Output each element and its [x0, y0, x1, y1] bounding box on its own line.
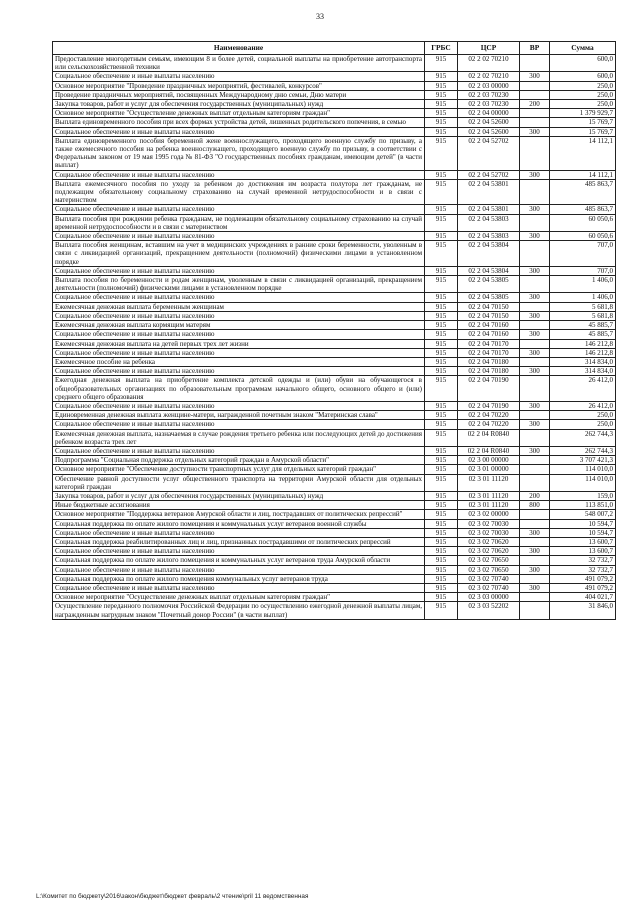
row-sum-cell: 45 885,7	[550, 330, 616, 339]
row-grbs-cell: 915	[425, 136, 458, 170]
row-grbs-cell: 915	[425, 127, 458, 136]
row-vr-cell: 300	[520, 401, 550, 410]
row-name-cell: Основное мероприятие "Поддержка ветеранов Амурской области и лиц, пострадавших от политических репрессий"	[53, 510, 425, 519]
row-csr-cell: 02 3 01 11120	[458, 491, 520, 500]
row-sum-cell: 159,0	[550, 491, 616, 500]
row-grbs-cell: 915	[425, 241, 458, 267]
table-row	[53, 339, 616, 348]
row-grbs-cell: 915	[425, 170, 458, 179]
row-vr-cell	[520, 556, 550, 565]
row-sum-cell: 26 412,0	[550, 401, 616, 410]
row-name-cell: Предоставление многодетным семьям, имеющим 8 и более детей, социальной выплаты на приобретение автотранспорта или сельскохозяйственной техники	[53, 55, 425, 72]
row-vr-cell: 300	[520, 127, 550, 136]
row-sum-cell: 13 600,7	[550, 537, 616, 546]
row-vr-cell: 300	[520, 565, 550, 574]
row-grbs-cell: 915	[425, 501, 458, 510]
row-grbs-cell: 915	[425, 311, 458, 320]
table-row	[53, 348, 616, 357]
row-name-cell: Подпрограмма "Социальная поддержка отдельных категорий граждан в Амурской области"	[53, 456, 425, 465]
row-csr-cell: 02 2 04 70150	[458, 311, 520, 320]
table-row	[53, 179, 616, 205]
row-csr-cell: 02 3 03 00000	[458, 593, 520, 602]
row-name-cell: Социальное обеспечение и иные выплаты населению	[53, 293, 425, 302]
row-name-cell: Ежемесячная денежная выплата на детей первых трех лет жизни	[53, 339, 425, 348]
row-vr-cell	[520, 214, 550, 231]
table-row	[53, 465, 616, 474]
row-csr-cell: 02 2 04 R0840	[458, 429, 520, 446]
table-row	[53, 205, 616, 214]
row-sum-cell: 146 212,8	[550, 339, 616, 348]
row-name-cell: Выплата пособия при рождении ребенка гражданам, не подлежащим обязательному социальному страхованию на случай временной нетрудоспособности и в связи с материнством	[53, 214, 425, 231]
table-row	[53, 474, 616, 491]
row-vr-cell: 200	[520, 491, 550, 500]
row-vr-cell	[520, 241, 550, 267]
row-name-cell: Основное мероприятие "Проведение праздничных мероприятий, фестивалей, конкурсов"	[53, 81, 425, 90]
row-csr-cell: 02 2 04 70160	[458, 330, 520, 339]
table-row	[53, 602, 616, 619]
row-name-cell: Основное мероприятие "Осуществление денежных выплат отдельным категориям граждан"	[53, 109, 425, 118]
row-name-cell: Социальное обеспечение и иные выплаты населению	[53, 565, 425, 574]
row-grbs-cell: 915	[425, 232, 458, 241]
row-sum-cell: 314 834,0	[550, 367, 616, 376]
row-csr-cell: 02 3 02 70030	[458, 528, 520, 537]
table-row	[53, 293, 616, 302]
row-sum-cell: 10 594,7	[550, 528, 616, 537]
row-sum-cell: 3 707 421,3	[550, 456, 616, 465]
row-sum-cell: 32 732,7	[550, 565, 616, 574]
row-grbs-cell: 915	[425, 456, 458, 465]
row-sum-cell: 485 863,7	[550, 179, 616, 205]
row-name-cell: Социальная поддержка реабилитированных лиц и лиц, признанных пострадавшими от политических репрессий	[53, 537, 425, 546]
table-row	[53, 81, 616, 90]
row-sum-cell: 60 050,6	[550, 214, 616, 231]
row-vr-cell	[520, 302, 550, 311]
row-vr-cell	[520, 510, 550, 519]
row-vr-cell	[520, 321, 550, 330]
row-grbs-cell: 915	[425, 565, 458, 574]
row-grbs-cell: 915	[425, 266, 458, 275]
row-sum-cell: 14 112,1	[550, 170, 616, 179]
table-row	[53, 100, 616, 109]
row-grbs-cell: 915	[425, 90, 458, 99]
row-sum-cell: 146 212,8	[550, 348, 616, 357]
row-sum-cell: 1 379 929,7	[550, 109, 616, 118]
row-vr-cell	[520, 456, 550, 465]
row-sum-cell: 5 681,8	[550, 311, 616, 320]
table-row	[53, 401, 616, 410]
row-name-cell: Социальное обеспечение и иные выплаты населению	[53, 528, 425, 537]
row-name-cell: Социальное обеспечение и иные выплаты населению	[53, 127, 425, 136]
row-grbs-cell: 915	[425, 348, 458, 357]
table-row	[53, 429, 616, 446]
row-grbs-cell: 915	[425, 583, 458, 592]
row-name-cell: Социальное обеспечение и иные выплаты населению	[53, 232, 425, 241]
table-row	[53, 109, 616, 118]
row-sum-cell: 32 732,7	[550, 556, 616, 565]
row-sum-cell: 262 744,3	[550, 429, 616, 446]
table-row	[53, 574, 616, 583]
table-header-row	[53, 42, 616, 55]
row-vr-cell: 300	[520, 547, 550, 556]
row-vr-cell	[520, 90, 550, 99]
row-csr-cell: 02 2 04 70180	[458, 357, 520, 366]
row-vr-cell	[520, 429, 550, 446]
row-vr-cell	[520, 574, 550, 583]
row-grbs-cell: 915	[425, 339, 458, 348]
row-name-cell: Закупка товаров, работ и услуг для обеспечения государственных (муниципальных) нужд	[53, 100, 425, 109]
row-csr-cell: 02 2 04 70160	[458, 321, 520, 330]
row-grbs-cell: 915	[425, 293, 458, 302]
row-name-cell: Выплата пособия женщинам, вставшим на учет в медицинских учреждениях в ранние сроки беременности, уволенным в связи с ликвидацией организаций, прекращением деятельности (полномочий) физическими лицами в установленном порядке	[53, 241, 425, 267]
row-csr-cell: 02 2 04 53803	[458, 232, 520, 241]
table-row	[53, 583, 616, 592]
row-sum-cell: 250,0	[550, 81, 616, 90]
row-vr-cell	[520, 537, 550, 546]
table-row	[53, 72, 616, 81]
row-grbs-cell: 915	[425, 55, 458, 72]
row-vr-cell	[520, 136, 550, 170]
row-grbs-cell: 915	[425, 446, 458, 455]
row-vr-cell: 300	[520, 293, 550, 302]
row-grbs-cell: 915	[425, 401, 458, 410]
row-vr-cell: 300	[520, 205, 550, 214]
row-sum-cell: 250,0	[550, 411, 616, 420]
row-grbs-cell: 915	[425, 214, 458, 231]
row-grbs-cell: 915	[425, 357, 458, 366]
row-grbs-cell: 915	[425, 100, 458, 109]
row-name-cell: Социальная поддержка по оплате жилого помещения коммунальных услуг ветеранов труда	[53, 574, 425, 583]
row-csr-cell: 02 2 04 52600	[458, 127, 520, 136]
row-vr-cell	[520, 109, 550, 118]
row-sum-cell: 31 846,0	[550, 602, 616, 619]
row-grbs-cell: 915	[425, 376, 458, 402]
row-name-cell: Основное мероприятие "Обеспечение доступности транспортных услуг для отдельных категорий граждан"	[53, 465, 425, 474]
row-vr-cell: 300	[520, 348, 550, 357]
row-name-cell: Иные бюджетные ассигнования	[53, 501, 425, 510]
row-csr-cell: 02 2 04 53805	[458, 276, 520, 293]
row-grbs-cell: 915	[425, 602, 458, 619]
row-csr-cell: 02 3 02 70030	[458, 519, 520, 528]
row-name-cell: Выплата единовременного пособия беременной жене военнослужащего, проходящего военную службу по призыву, а также ежемесячного пособия на ребенка военнослужащего, проходящего военную службу по призыву, в соответствии с Федеральным законом от 19 мая 1995 года № 81-ФЗ "О государственных пособиях гражданам, имеющим детей" (в части выплат)	[53, 136, 425, 170]
row-vr-cell: 300	[520, 367, 550, 376]
table-row	[53, 276, 616, 293]
row-grbs-cell: 915	[425, 109, 458, 118]
row-vr-cell	[520, 411, 550, 420]
row-sum-cell: 600,0	[550, 55, 616, 72]
row-sum-cell: 600,0	[550, 72, 616, 81]
row-sum-cell: 491 079,2	[550, 574, 616, 583]
row-csr-cell: 02 2 03 70230	[458, 90, 520, 99]
row-csr-cell: 02 2 04 70190	[458, 401, 520, 410]
row-vr-cell: 300	[520, 311, 550, 320]
row-grbs-cell: 915	[425, 547, 458, 556]
row-sum-cell: 548 007,2	[550, 510, 616, 519]
row-csr-cell: 02 2 04 53801	[458, 205, 520, 214]
row-sum-cell: 10 594,7	[550, 519, 616, 528]
row-sum-cell: 250,0	[550, 420, 616, 429]
row-sum-cell: 15 769,7	[550, 127, 616, 136]
table-row	[53, 241, 616, 267]
row-vr-cell	[520, 179, 550, 205]
row-grbs-cell: 915	[425, 556, 458, 565]
row-name-cell: Обеспечение равной доступности услуг общественного транспорта на территории Амурской области для отдельных категорий граждан	[53, 474, 425, 491]
row-csr-cell: 02 2 04 70190	[458, 376, 520, 402]
row-csr-cell: 02 3 02 00000	[458, 510, 520, 519]
header-name: Наименование	[53, 42, 425, 55]
row-csr-cell: 02 2 04 53805	[458, 293, 520, 302]
row-vr-cell: 300	[520, 266, 550, 275]
row-name-cell: Социальное обеспечение и иные выплаты населению	[53, 367, 425, 376]
footer-file-path: L:\Комитет по бюджету\2016\закон\бюджет\бюджет февраль\2 чтение\pril 11 ведомственная	[36, 893, 309, 900]
row-name-cell: Ежемесячная денежная выплата, назначаемая в случае рождения третьего ребенка или последующих детей до достижения ребенком возраста трех лет	[53, 429, 425, 446]
row-name-cell: Ежемесячное пособие на ребенка	[53, 357, 425, 366]
row-name-cell: Единовременная денежная выплата женщине-матери, награжденной почетным знаком "Материнская слава"	[53, 411, 425, 420]
row-csr-cell: 02 3 02 70650	[458, 556, 520, 565]
row-name-cell: Выплата пособия по беременности и родам женщинам, уволенным в связи с ликвидацией организаций, прекращением деятельности (полномочий) физическими лицами в установленном порядке	[53, 276, 425, 293]
row-grbs-cell: 915	[425, 81, 458, 90]
row-sum-cell: 491 079,2	[550, 583, 616, 592]
row-vr-cell: 300	[520, 420, 550, 429]
table-row	[53, 55, 616, 72]
row-csr-cell: 02 2 04 70170	[458, 339, 520, 348]
row-grbs-cell: 915	[425, 519, 458, 528]
header-grbs: ГРБС	[425, 42, 458, 55]
row-csr-cell: 02 3 01 11120	[458, 501, 520, 510]
header-sum: Сумма	[550, 42, 616, 55]
row-vr-cell	[520, 593, 550, 602]
table-row	[53, 302, 616, 311]
row-sum-cell: 14 112,1	[550, 136, 616, 170]
row-sum-cell: 485 863,7	[550, 205, 616, 214]
row-sum-cell: 262 744,3	[550, 446, 616, 455]
row-name-cell: Социальное обеспечение и иные выплаты населению	[53, 401, 425, 410]
row-vr-cell: 300	[520, 170, 550, 179]
row-grbs-cell: 915	[425, 411, 458, 420]
row-csr-cell: 02 3 03 52202	[458, 602, 520, 619]
row-csr-cell: 02 2 02 70210	[458, 72, 520, 81]
row-name-cell: Выплата ежемесячного пособия по уходу за ребенком до достижения им возраста полутора лет гражданам, не подлежащим обязательному социальному страхованию на случай временной нетрудоспособности и в связи с материнством	[53, 179, 425, 205]
row-sum-cell: 13 600,7	[550, 547, 616, 556]
row-vr-cell	[520, 357, 550, 366]
budget-table	[52, 41, 616, 620]
row-grbs-cell: 915	[425, 510, 458, 519]
row-csr-cell: 02 2 04 70170	[458, 348, 520, 357]
row-grbs-cell: 915	[425, 276, 458, 293]
header-vr: ВР	[520, 42, 550, 55]
table-row	[53, 357, 616, 366]
table-row	[53, 446, 616, 455]
row-csr-cell: 02 2 03 00000	[458, 81, 520, 90]
table-row	[53, 321, 616, 330]
row-grbs-cell: 915	[425, 465, 458, 474]
row-csr-cell: 02 2 04 53803	[458, 214, 520, 231]
row-vr-cell	[520, 276, 550, 293]
row-vr-cell	[520, 465, 550, 474]
row-csr-cell: 02 3 02 70650	[458, 565, 520, 574]
row-csr-cell: 02 3 00 00000	[458, 456, 520, 465]
table-row	[53, 556, 616, 565]
row-grbs-cell: 915	[425, 330, 458, 339]
row-sum-cell: 113 851,0	[550, 501, 616, 510]
row-sum-cell: 5 681,8	[550, 302, 616, 311]
row-grbs-cell: 915	[425, 429, 458, 446]
row-vr-cell: 300	[520, 446, 550, 455]
row-vr-cell	[520, 339, 550, 348]
row-sum-cell: 60 050,6	[550, 232, 616, 241]
row-name-cell: Осуществление переданного полномочия Российской Федерации по осуществлению ежегодной денежной выплаты лицам, награжденным нагрудным знаком "Почетный донор России" (в части выплат)	[53, 602, 425, 619]
row-vr-cell	[520, 118, 550, 127]
row-csr-cell: 02 2 04 53804	[458, 241, 520, 267]
row-vr-cell: 300	[520, 72, 550, 81]
row-name-cell: Социальное обеспечение и иные выплаты населению	[53, 420, 425, 429]
table-row	[53, 547, 616, 556]
table-row	[53, 330, 616, 339]
row-sum-cell: 114 010,0	[550, 465, 616, 474]
table-row	[53, 411, 616, 420]
row-name-cell: Социальное обеспечение и иные выплаты населению	[53, 547, 425, 556]
row-grbs-cell: 915	[425, 574, 458, 583]
table-row	[53, 214, 616, 231]
table-row	[53, 136, 616, 170]
row-csr-cell: 02 2 04 R0840	[458, 446, 520, 455]
row-csr-cell: 02 2 04 53804	[458, 266, 520, 275]
row-sum-cell: 404 021,7	[550, 593, 616, 602]
row-vr-cell	[520, 474, 550, 491]
row-name-cell: Проведение праздничных мероприятий, посвященных Международному дню семьи, Дню матери	[53, 90, 425, 99]
row-grbs-cell: 915	[425, 302, 458, 311]
row-vr-cell	[520, 55, 550, 72]
row-name-cell: Социальное обеспечение и иные выплаты населению	[53, 446, 425, 455]
table-row	[53, 311, 616, 320]
row-csr-cell: 02 2 02 70210	[458, 55, 520, 72]
row-grbs-cell: 915	[425, 72, 458, 81]
row-sum-cell: 26 412,0	[550, 376, 616, 402]
table-row	[53, 537, 616, 546]
row-sum-cell: 15 769,7	[550, 118, 616, 127]
table-row	[53, 90, 616, 99]
row-name-cell: Социальное обеспечение и иные выплаты населению	[53, 266, 425, 275]
row-grbs-cell: 915	[425, 179, 458, 205]
row-name-cell: Закупка товаров, работ и услуг для обеспечения государственных (муниципальных) нужд	[53, 491, 425, 500]
row-name-cell: Социальная поддержка по оплате жилого помещения и коммунальных услуг ветеранов труда Амурской области	[53, 556, 425, 565]
row-name-cell: Социальное обеспечение и иные выплаты населению	[53, 330, 425, 339]
row-sum-cell: 707,0	[550, 241, 616, 267]
row-csr-cell: 02 2 04 70180	[458, 367, 520, 376]
row-sum-cell: 314 834,0	[550, 357, 616, 366]
table-row	[53, 232, 616, 241]
row-csr-cell: 02 2 04 70220	[458, 411, 520, 420]
row-vr-cell: 800	[520, 501, 550, 510]
row-grbs-cell: 915	[425, 593, 458, 602]
table-row	[53, 376, 616, 402]
table-row	[53, 266, 616, 275]
table-row	[53, 420, 616, 429]
row-grbs-cell: 915	[425, 528, 458, 537]
row-name-cell: Социальное обеспечение и иные выплаты населению	[53, 311, 425, 320]
row-name-cell: Социальное обеспечение и иные выплаты населению	[53, 72, 425, 81]
row-csr-cell: 02 2 04 00000	[458, 109, 520, 118]
table-row	[53, 456, 616, 465]
row-grbs-cell: 915	[425, 367, 458, 376]
row-name-cell: Ежемесячная денежная выплата кормящим матерям	[53, 321, 425, 330]
row-name-cell: Выплата единовременного пособия при всех формах устройства детей, лишенных родительского попечения, в семью	[53, 118, 425, 127]
row-sum-cell: 250,0	[550, 100, 616, 109]
row-grbs-cell: 915	[425, 205, 458, 214]
row-vr-cell: 300	[520, 583, 550, 592]
row-sum-cell: 1 406,0	[550, 293, 616, 302]
row-csr-cell: 02 3 01 00000	[458, 465, 520, 474]
row-csr-cell: 02 3 02 70620	[458, 547, 520, 556]
row-csr-cell: 02 2 04 53801	[458, 179, 520, 205]
row-vr-cell	[520, 376, 550, 402]
table-row	[53, 367, 616, 376]
row-name-cell: Социальное обеспечение и иные выплаты населению	[53, 170, 425, 179]
row-csr-cell: 02 3 02 70740	[458, 583, 520, 592]
row-csr-cell: 02 3 01 11120	[458, 474, 520, 491]
table-row	[53, 593, 616, 602]
header-csr: ЦСР	[458, 42, 520, 55]
row-name-cell: Социальное обеспечение и иные выплаты населению	[53, 348, 425, 357]
row-sum-cell: 250,0	[550, 90, 616, 99]
row-vr-cell: 200	[520, 100, 550, 109]
row-csr-cell: 02 2 04 52600	[458, 118, 520, 127]
row-sum-cell: 707,0	[550, 266, 616, 275]
row-csr-cell: 02 2 04 70150	[458, 302, 520, 311]
row-grbs-cell: 915	[425, 118, 458, 127]
row-name-cell: Ежемесячная денежная выплата беременным женщинам	[53, 302, 425, 311]
row-vr-cell	[520, 81, 550, 90]
row-csr-cell: 02 2 04 52702	[458, 170, 520, 179]
row-csr-cell: 02 2 03 70230	[458, 100, 520, 109]
row-vr-cell	[520, 602, 550, 619]
row-grbs-cell: 915	[425, 537, 458, 546]
row-csr-cell: 02 2 04 70220	[458, 420, 520, 429]
row-csr-cell: 02 3 02 70620	[458, 537, 520, 546]
row-vr-cell	[520, 519, 550, 528]
table-row	[53, 127, 616, 136]
row-name-cell: Основное мероприятие "Осуществление денежных выплат отдельным категориям граждан"	[53, 593, 425, 602]
table-row	[53, 491, 616, 500]
table-body	[53, 55, 616, 620]
row-grbs-cell: 915	[425, 420, 458, 429]
row-name-cell: Ежегодная денежная выплата на приобретение комплекта детской одежды и (или) обуви на обучающегося в общеобразовательных организациях по образовательным программам начального общего, основного общего и (или) среднего общего образования	[53, 376, 425, 402]
row-name-cell: Социальное обеспечение и иные выплаты населению	[53, 205, 425, 214]
row-name-cell: Социальное обеспечение и иные выплаты населению	[53, 583, 425, 592]
table-row	[53, 565, 616, 574]
table-row	[53, 118, 616, 127]
row-vr-cell: 300	[520, 528, 550, 537]
row-csr-cell: 02 2 04 52702	[458, 136, 520, 170]
row-grbs-cell: 915	[425, 491, 458, 500]
table-row	[53, 519, 616, 528]
row-sum-cell: 1 406,0	[550, 276, 616, 293]
table-row	[53, 501, 616, 510]
row-name-cell: Социальная поддержка по оплате жилого помещения и коммунальных услуг ветеранов военной службы	[53, 519, 425, 528]
row-grbs-cell: 915	[425, 321, 458, 330]
table-row	[53, 528, 616, 537]
table-row	[53, 510, 616, 519]
row-sum-cell: 114 010,0	[550, 474, 616, 491]
table-row	[53, 170, 616, 179]
row-sum-cell: 45 885,7	[550, 321, 616, 330]
row-grbs-cell: 915	[425, 474, 458, 491]
row-csr-cell: 02 3 02 70740	[458, 574, 520, 583]
row-vr-cell: 300	[520, 232, 550, 241]
page-number: 33	[316, 12, 324, 21]
row-vr-cell: 300	[520, 330, 550, 339]
